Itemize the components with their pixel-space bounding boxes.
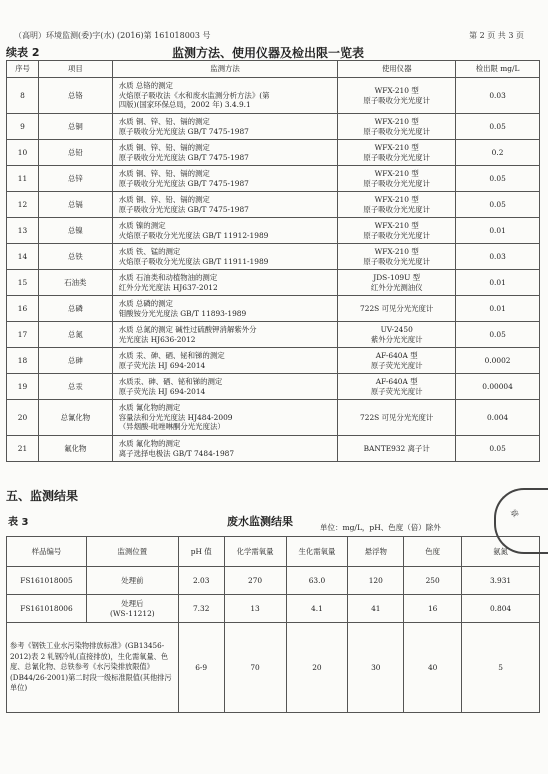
row-number: 13	[7, 218, 39, 244]
row-method	[112, 114, 338, 140]
row-limit: 0.03	[456, 78, 540, 114]
result-value: 3.931	[462, 567, 540, 595]
method-line: 水质 铜、锌、铅、镉的测定	[118, 142, 210, 152]
limit-value: 20	[286, 623, 348, 713]
row-limit: 0.03	[456, 244, 540, 270]
row-item: 总氰化物	[38, 400, 112, 436]
col-header-ammonia: 氨氮	[462, 537, 540, 567]
col-header-cod: 化学需氧量	[224, 537, 286, 567]
methods-table	[6, 60, 540, 462]
instrument-line: 原子荧光光度计	[370, 360, 423, 370]
row-item: 总砷	[38, 348, 112, 374]
instrument-line: WFX-210 型	[374, 85, 419, 95]
limit-value: 6-9	[178, 623, 224, 713]
limit-value: 70	[224, 623, 286, 713]
col-header-bod: 生化需氧量	[286, 537, 348, 567]
method-line: 水质 总氮的测定 碱性过硫酸钾消解紫外分	[118, 324, 257, 334]
row-item: 总磷	[38, 296, 112, 322]
table2-title: 监测方法、使用仪器及检出限一览表	[171, 46, 364, 60]
table-row	[7, 400, 540, 436]
row-number: 9	[7, 114, 39, 140]
method-line: 原子吸收分光光度法 GB/T 7475-1987	[118, 204, 249, 214]
position-line: (WS-11212)	[109, 608, 155, 618]
row-number: 8	[7, 78, 39, 114]
method-line: 原子吸收分光光度法 GB/T 7475-1987	[118, 152, 249, 162]
table3-title: 废水监测结果	[227, 515, 293, 528]
position-line: 处理后	[121, 598, 144, 608]
instrument-line: UV-2450	[380, 324, 413, 334]
sample-position	[86, 595, 178, 623]
table2-label: 续表 2	[6, 46, 40, 59]
table-row	[7, 322, 540, 348]
row-limit: 0.05	[456, 114, 540, 140]
method-line: 水质 氰化物的测定	[118, 402, 181, 412]
method-line: 火焰原子吸收分光光度法 GB/T 11911-1989	[118, 256, 269, 266]
reference-row	[7, 623, 540, 713]
method-line: 火焰原子吸收分光光度法 GB/T 11912-1989	[118, 230, 269, 240]
row-number: 10	[7, 140, 39, 166]
table-row	[7, 140, 540, 166]
table-row	[7, 192, 540, 218]
table-row	[7, 270, 540, 296]
row-item: 氟化物	[38, 436, 112, 462]
row-method	[112, 192, 338, 218]
instrument-line: WFX-210 型	[374, 168, 419, 178]
row-instrument	[338, 140, 456, 166]
table-row	[7, 218, 540, 244]
row-instrument	[338, 78, 456, 114]
row-instrument	[338, 436, 456, 462]
method-line: 水质 铁、锰的测定	[118, 246, 181, 256]
page-number: 第 2 页 共 3 页	[469, 31, 524, 40]
method-line: 原子荧光法 HJ 694-2014	[118, 386, 206, 396]
result-value: 120	[348, 567, 404, 595]
instrument-line: 原子吸收分光光度计	[363, 230, 430, 240]
row-method	[112, 296, 338, 322]
col-header-instrument: 使用仪器	[338, 61, 456, 78]
col-header-no: 序号	[7, 61, 39, 78]
table-row	[7, 595, 540, 623]
row-method	[112, 322, 338, 348]
instrument-line: WFX-210 型	[374, 246, 419, 256]
row-limit: 0.01	[456, 296, 540, 322]
row-number: 12	[7, 192, 39, 218]
row-item: 总锌	[38, 166, 112, 192]
row-limit: 0.01	[456, 270, 540, 296]
method-line: 光光度法 HJ636-2012	[118, 334, 196, 344]
row-limit: 0.05	[456, 322, 540, 348]
result-value: 0.804	[462, 595, 540, 623]
method-line: （异烟酸-吡唑啉酮分光光度法）	[118, 422, 225, 432]
result-value: 270	[224, 567, 286, 595]
col-header-method: 监测方法	[112, 61, 338, 78]
method-line: 容量法和分光光度法 HJ484-2009	[118, 412, 233, 422]
col-header-color: 色度	[404, 537, 462, 567]
row-number: 17	[7, 322, 39, 348]
instrument-line: JDS-109U 型	[373, 272, 421, 282]
reference-standard: 参考《钢铁工业水污染物排放标准》(GB13456-2012)表 2 轧钢冷轧(直接排放)，生化需氧量、色度、总氰化物、总铁参考《水污染排放限值》(DB44/26-2001)第二时段一级标准限值(其他排污单位)	[7, 623, 179, 713]
table-row	[7, 166, 540, 192]
row-item: 总铁	[38, 244, 112, 270]
method-line: 水质 汞、砷、硒、铋和锑的测定	[118, 350, 225, 360]
table-row	[7, 436, 540, 462]
row-number: 21	[7, 436, 39, 462]
row-method	[112, 78, 338, 114]
col-header-ph: pH 值	[178, 537, 224, 567]
instrument-line: 原子吸收分光光度计	[363, 152, 430, 162]
row-instrument	[338, 244, 456, 270]
instrument-line: 722S 可见分光光度计	[360, 303, 434, 313]
instrument-line: 原子吸收分光光度计	[363, 126, 430, 136]
row-number: 16	[7, 296, 39, 322]
method-line: 水质 总磷的测定	[118, 298, 173, 308]
instrument-line: WFX-210 型	[374, 142, 419, 152]
method-line: 钼酸铵分光光度法 GB/T 11893-1989	[118, 308, 247, 318]
result-value: 41	[348, 595, 404, 623]
result-value: 63.0	[286, 567, 348, 595]
instrument-line: 原子吸收分光光度计	[363, 95, 430, 105]
col-header-item: 项目	[38, 61, 112, 78]
result-value: 250	[404, 567, 462, 595]
method-line: 水质 石油类和动植物油的测定	[118, 272, 218, 282]
row-method	[112, 244, 338, 270]
row-method	[112, 270, 338, 296]
method-line: 原子吸收分光光度法 GB/T 7475-1987	[118, 178, 249, 188]
row-method	[112, 218, 338, 244]
row-limit: 0.01	[456, 218, 540, 244]
table-row	[7, 114, 540, 140]
instrument-line: AF-640A 型	[375, 376, 418, 386]
limit-value: 5	[462, 623, 540, 713]
table-row	[7, 567, 540, 595]
method-line: 离子选择电极法 GB/T 7484-1987	[118, 448, 235, 458]
instrument-line: 722S 可见分光光度计	[360, 412, 434, 422]
instrument-line: 原子吸收分光光度计	[363, 178, 430, 188]
instrument-line: WFX-210 型	[374, 116, 419, 126]
row-instrument	[338, 348, 456, 374]
row-instrument	[338, 296, 456, 322]
col-header-ss: 悬浮物	[348, 537, 404, 567]
result-value: 7.32	[178, 595, 224, 623]
row-method	[112, 374, 338, 400]
instrument-line: BANTE932 离子计	[363, 443, 430, 453]
row-limit: 0.004	[456, 400, 540, 436]
row-limit: 0.05	[456, 166, 540, 192]
sample-id: FS161018006	[7, 595, 87, 623]
instrument-line: WFX-210 型	[374, 194, 419, 204]
row-limit: 0.05	[456, 436, 540, 462]
row-instrument	[338, 166, 456, 192]
row-method	[112, 400, 338, 436]
row-instrument	[338, 192, 456, 218]
method-line: 水质 镍的测定	[118, 220, 166, 230]
results-table	[6, 536, 540, 713]
row-instrument	[338, 400, 456, 436]
row-limit: 0.2	[456, 140, 540, 166]
limit-value: 30	[348, 623, 404, 713]
row-number: 20	[7, 400, 39, 436]
table-row	[7, 348, 540, 374]
instrument-line: WFX-210 型	[374, 220, 419, 230]
row-method	[112, 348, 338, 374]
position-line: 处理前	[121, 575, 144, 585]
table-row	[7, 78, 540, 114]
result-value: 4.1	[286, 595, 348, 623]
instrument-line: 紫外分光光度计	[370, 334, 423, 344]
row-item: 总镉	[38, 192, 112, 218]
row-item: 总铜	[38, 114, 112, 140]
row-instrument	[338, 270, 456, 296]
unit-note: 单位：mg/L，pH、色度（倍）除外	[320, 523, 441, 532]
col-header-position: 监测位置	[86, 537, 178, 567]
result-value: 2.03	[178, 567, 224, 595]
row-number: 11	[7, 166, 39, 192]
row-item: 石油类	[38, 270, 112, 296]
row-number: 14	[7, 244, 39, 270]
sample-position	[86, 567, 178, 595]
instrument-line: 红外分光测油仪	[370, 282, 423, 292]
instrument-line: AF-640A 型	[375, 350, 418, 360]
table-row	[7, 296, 540, 322]
col-header-limit: 检出限 mg/L	[456, 61, 540, 78]
method-line: 水质 氟化物的测定	[118, 438, 181, 448]
section-title-results: 五、监测结果	[6, 489, 79, 503]
row-instrument	[338, 218, 456, 244]
row-item: 总镍	[38, 218, 112, 244]
row-number: 19	[7, 374, 39, 400]
method-line: 四版)(国家环保总局，2002 年) 3.4.9.1	[118, 100, 251, 110]
method-line: 原子荧光法 HJ 694-2014	[118, 360, 206, 370]
row-number: 18	[7, 348, 39, 374]
row-limit: 0.0002	[456, 348, 540, 374]
row-item: 总氮	[38, 322, 112, 348]
method-line: 原子吸收分光光度法 GB/T 7475-1987	[118, 126, 249, 136]
method-line: 火焰原子吸收法《水和废水监测分析方法》(第	[118, 90, 270, 100]
result-value: 13	[224, 595, 286, 623]
method-line: 水质 总铬的测定	[118, 80, 173, 90]
row-item: 总汞	[38, 374, 112, 400]
sample-id: FS161018005	[7, 567, 87, 595]
instrument-line: 原子吸收分光光度计	[363, 256, 430, 266]
row-item: 总铬	[38, 78, 112, 114]
method-line: 水质 铜、锌、铅、镉的测定	[118, 168, 210, 178]
method-line: 水质 铜、锌、铅、镉的测定	[118, 194, 210, 204]
row-instrument	[338, 322, 456, 348]
row-method	[112, 140, 338, 166]
result-value: 16	[404, 595, 462, 623]
row-item: 总铅	[38, 140, 112, 166]
row-instrument	[338, 374, 456, 400]
col-header-sample-id: 样品编号	[7, 537, 87, 567]
instrument-line: 原子吸收分光光度计	[363, 204, 430, 214]
method-line: 红外分光光度法 HJ637-2012	[118, 282, 218, 292]
row-number: 15	[7, 270, 39, 296]
table-row	[7, 374, 540, 400]
method-line: 水质 铜、锌、铅、镉的测定	[118, 116, 210, 126]
document-reference: （高明）环境监测(委)字(水) (2016)第 161018003 号	[14, 31, 211, 40]
row-method	[112, 436, 338, 462]
table-row	[7, 244, 540, 270]
row-method	[112, 166, 338, 192]
row-limit: 0.00004	[456, 374, 540, 400]
table3-label: 表 3	[8, 517, 29, 528]
seal-stamp: 章	[494, 488, 548, 554]
row-instrument	[338, 114, 456, 140]
row-limit: 0.05	[456, 192, 540, 218]
instrument-line: 原子荧光光度计	[370, 386, 423, 396]
method-line: 水质汞、砷、硒、铋和锑的测定	[118, 376, 223, 386]
limit-value: 40	[404, 623, 462, 713]
